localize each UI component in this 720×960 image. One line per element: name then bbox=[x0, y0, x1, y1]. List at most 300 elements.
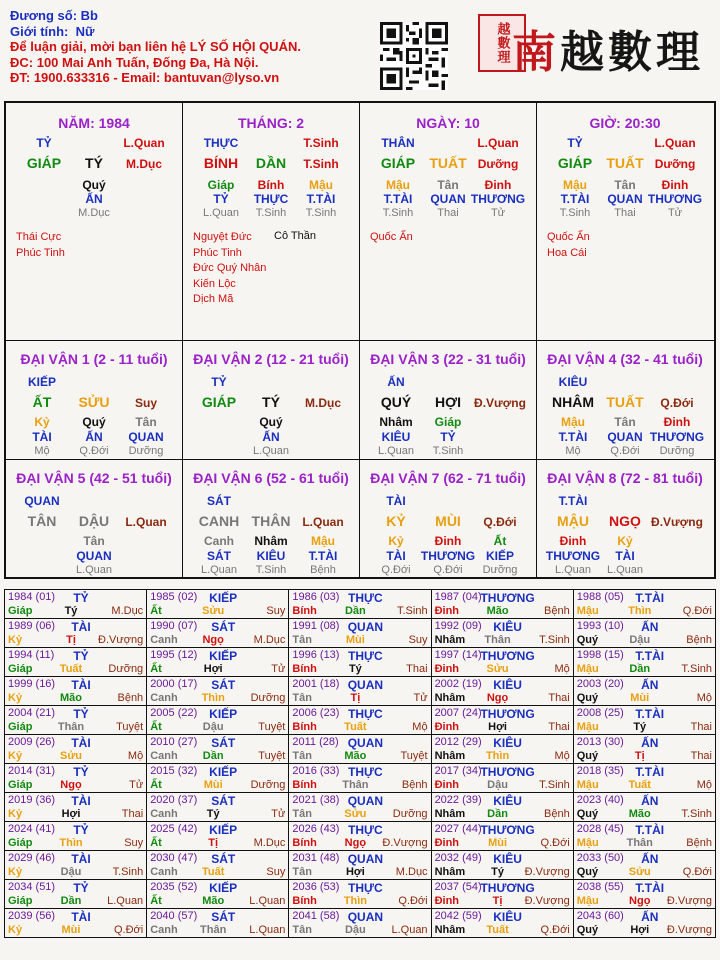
year-ten-god: TÀI bbox=[71, 736, 91, 750]
luck-title: ĐẠI VẬN 4 (32 - 41 tuổi) bbox=[547, 351, 703, 367]
year-branch: Tý bbox=[633, 721, 647, 733]
year-branch: Dần bbox=[629, 663, 651, 675]
brand-text: 南越數理 bbox=[512, 27, 704, 78]
hidden-stage: T.Sinh bbox=[255, 207, 287, 219]
year-stem: Ất bbox=[150, 837, 162, 849]
year-cell bbox=[5, 677, 147, 706]
year-ten-god: THƯƠNG bbox=[480, 765, 535, 779]
year-branch: Hợi bbox=[630, 924, 650, 936]
year-stem: Giáp bbox=[8, 779, 33, 791]
year-stage: Thai bbox=[548, 721, 570, 733]
luck-cell bbox=[6, 341, 183, 460]
year-stem: Canh bbox=[150, 634, 178, 646]
luck-hidden-stage: L.Quan bbox=[606, 564, 644, 576]
year-stage: T.Sinh bbox=[112, 866, 144, 878]
year-branch: Dậu bbox=[344, 924, 366, 936]
year-branch: Thìn bbox=[201, 692, 225, 704]
year-label: 1988 (05) bbox=[576, 591, 624, 603]
luck-ten-god: KIÊU bbox=[558, 375, 588, 389]
pillar-stage-top: T.Sinh bbox=[303, 136, 339, 150]
annual-table bbox=[4, 589, 716, 938]
year-label: 2036 (53) bbox=[292, 881, 340, 893]
year-stage: Q.Đới bbox=[682, 866, 712, 878]
year-ten-god: T.TÀI bbox=[635, 823, 665, 837]
year-label: 2043 (60) bbox=[576, 910, 624, 922]
year-ten-god: TÀI bbox=[71, 620, 91, 634]
year-branch: Sửu bbox=[628, 866, 651, 878]
luck-stem: CANH bbox=[198, 513, 240, 529]
star-item: Phúc Tinh bbox=[16, 246, 65, 259]
luck-stage: L.Quan bbox=[302, 515, 344, 529]
year-label: 1987 (04) bbox=[434, 591, 482, 603]
year-cell bbox=[147, 619, 289, 648]
luck-hidden-ten-god: TÀI bbox=[386, 549, 406, 563]
luck-stage: Q.Đới bbox=[483, 515, 517, 529]
luck-branch: HỢI bbox=[435, 394, 461, 410]
year-cell bbox=[147, 764, 289, 793]
luck-hidden-stage: L.Quan bbox=[554, 564, 592, 576]
hidden-ten-god: T.TÀI bbox=[560, 192, 590, 206]
year-cell bbox=[5, 735, 147, 764]
year-stage: Bệnh bbox=[544, 808, 570, 820]
year-label: 2019 (36) bbox=[8, 794, 56, 806]
year-label: 2021 (38) bbox=[292, 794, 340, 806]
year-stem: Giáp bbox=[8, 721, 33, 733]
year-stage: T.Sinh bbox=[539, 779, 570, 791]
star-list bbox=[547, 230, 590, 261]
year-stage: Đ.Vượng bbox=[666, 924, 712, 936]
year-label: 2040 (57) bbox=[150, 910, 198, 922]
year-label: 2002 (19) bbox=[434, 678, 482, 690]
year-stage: Tuyệt bbox=[258, 750, 286, 762]
hidden-stage: Thai bbox=[614, 207, 636, 219]
year-branch: Dần bbox=[202, 750, 224, 762]
hidden-stem: Tân bbox=[614, 178, 636, 192]
year-stem: Canh bbox=[150, 808, 178, 820]
year-stem: Kỷ bbox=[8, 634, 23, 646]
year-label: 2014 (31) bbox=[8, 765, 56, 777]
year-ten-god: TỶ bbox=[73, 591, 89, 605]
year-ten-god: SÁT bbox=[211, 620, 236, 634]
year-stage: M.Dục bbox=[111, 605, 144, 617]
luck-hidden-stem: Đinh bbox=[663, 415, 691, 429]
year-branch: Sửu bbox=[59, 750, 83, 762]
year-cell bbox=[289, 793, 431, 822]
luck-hidden-ten-god: QUAN bbox=[607, 430, 643, 444]
gender-value: Nữ bbox=[75, 23, 95, 39]
year-cell bbox=[289, 764, 431, 793]
year-cell bbox=[431, 677, 573, 706]
year-label: 2006 (23) bbox=[292, 707, 340, 719]
year-stem: Tân bbox=[292, 750, 312, 762]
star-item: Kiến Lộc bbox=[193, 277, 236, 290]
year-ten-god: QUAN bbox=[347, 736, 384, 750]
year-ten-god: KIẾP bbox=[209, 881, 238, 895]
year-stage: Suy bbox=[124, 837, 144, 849]
luck-branch: TÝ bbox=[262, 394, 280, 410]
luck-hidden-stem: Tân bbox=[135, 415, 157, 429]
year-ten-god: ẤN bbox=[641, 736, 659, 750]
year-stage: L.Quan bbox=[107, 895, 144, 907]
pillar-stage-top: L.Quan bbox=[123, 136, 165, 150]
luck-hidden-ten-god: TỶ bbox=[440, 430, 456, 444]
luck-hidden-ten-god: ẤN bbox=[262, 430, 280, 444]
year-stem: Kỷ bbox=[8, 808, 23, 820]
year-label: 1992 (09) bbox=[434, 620, 482, 632]
luck-hidden-ten-god: TÀI bbox=[32, 430, 52, 444]
year-ten-god: SÁT bbox=[211, 794, 236, 808]
year-label: 1998 (15) bbox=[576, 649, 624, 661]
pillar-branch-stage: T.Sinh bbox=[303, 157, 339, 171]
table-row bbox=[5, 619, 716, 648]
pillar-branch-stage: Dưỡng bbox=[477, 157, 519, 171]
luck-hidden-ten-god: QUAN bbox=[128, 430, 164, 444]
year-ten-god: KIẾP bbox=[209, 707, 238, 721]
hidden-stage: Tử bbox=[490, 207, 506, 219]
year-branch: Dần bbox=[487, 808, 508, 820]
year-ten-god: ẤN bbox=[641, 910, 659, 924]
year-stem: Mậu bbox=[576, 663, 599, 675]
year-label: 2023 (40) bbox=[576, 794, 624, 806]
year-branch: Thìn bbox=[343, 895, 367, 907]
year-stage: T.Sinh bbox=[681, 808, 712, 820]
gender-label: Giới tính: bbox=[10, 23, 69, 39]
hidden-stage: T.Sinh bbox=[382, 207, 414, 219]
year-stem: Đinh bbox=[434, 837, 460, 849]
year-label: 2008 (25) bbox=[576, 707, 624, 719]
table-row bbox=[5, 851, 716, 880]
year-cell bbox=[147, 822, 289, 851]
year-stage: Thai bbox=[121, 808, 144, 820]
table-row bbox=[5, 706, 716, 735]
year-ten-god: THƯƠNG bbox=[480, 881, 535, 895]
luck-hidden-ten-god: THƯƠNG bbox=[649, 430, 705, 444]
year-ten-god: QUAN bbox=[347, 678, 384, 692]
year-stem: Đinh bbox=[434, 895, 460, 907]
luck-hidden-stem: Nhâm bbox=[379, 415, 413, 429]
pillar-title: GIỜ: 20:30 bbox=[589, 115, 661, 131]
year-ten-god: THƯƠNG bbox=[480, 649, 535, 663]
year-stage: Dưỡng bbox=[250, 692, 286, 704]
year-branch: Tuất bbox=[344, 721, 367, 733]
star-list bbox=[370, 230, 413, 246]
hidden-stage: T.Sinh bbox=[559, 207, 591, 219]
address-line: ĐC: 100 Mai Anh Tuấn, Đống Đa, Hà Nội. bbox=[10, 54, 259, 70]
year-cell bbox=[431, 735, 573, 764]
year-stage: Thai bbox=[690, 750, 712, 762]
year-stage: T.Sinh bbox=[681, 663, 712, 675]
luck-hidden-stage: Q.Đới bbox=[610, 445, 640, 457]
table-row bbox=[5, 764, 716, 793]
year-stage: L.Quan bbox=[249, 924, 286, 936]
luck-hidden-stem: Canh bbox=[204, 534, 234, 548]
year-branch: Mão bbox=[202, 895, 225, 907]
year-ten-god: KIÊU bbox=[493, 910, 522, 924]
year-cell bbox=[5, 619, 147, 648]
year-stage: Đ.Vượng bbox=[524, 866, 570, 878]
year-cell bbox=[573, 822, 715, 851]
year-branch: Thìn bbox=[59, 837, 83, 849]
luck-stem: NHÂM bbox=[552, 394, 594, 410]
hidden-stem: Mậu bbox=[386, 178, 410, 192]
year-branch: Thân bbox=[342, 779, 369, 791]
year-ten-god: T.TÀI bbox=[635, 591, 665, 605]
year-stem: Đinh bbox=[434, 779, 460, 791]
owner-name: Đương số: Bb bbox=[10, 8, 98, 23]
year-stage: Bệnh bbox=[686, 634, 712, 646]
year-label: 2039 (56) bbox=[8, 910, 56, 922]
table-row bbox=[5, 677, 716, 706]
year-cell bbox=[289, 619, 431, 648]
year-label: 2003 (20) bbox=[576, 678, 624, 690]
luck-hidden-stage: Q.Đới bbox=[381, 564, 411, 576]
year-stage: Đ.Vượng bbox=[382, 837, 428, 849]
year-label: 2016 (33) bbox=[292, 765, 340, 777]
year-branch: Mão bbox=[486, 605, 509, 617]
year-label: 2022 (39) bbox=[434, 794, 482, 806]
year-branch: Tị bbox=[66, 634, 76, 646]
pillar-stem: GIÁP bbox=[557, 155, 593, 171]
pillar-ten-god: TỶ bbox=[567, 136, 583, 150]
year-stage: T.Sinh bbox=[396, 605, 428, 617]
pillar-branch-stage: Dưỡng bbox=[654, 157, 696, 171]
hidden-ten-god: ẤN bbox=[85, 192, 103, 206]
year-label: 1995 (12) bbox=[150, 649, 198, 661]
year-label: 2032 (49) bbox=[434, 852, 482, 864]
year-stage: M.Dục bbox=[253, 634, 286, 646]
luck-ten-god: TỶ bbox=[211, 375, 227, 389]
year-ten-god: ẤN bbox=[641, 794, 659, 808]
year-cell bbox=[573, 677, 715, 706]
year-ten-god: TÀI bbox=[71, 678, 91, 692]
year-label: 2017 (34) bbox=[434, 765, 482, 777]
luck-cell bbox=[360, 341, 537, 460]
year-branch: Mão bbox=[628, 808, 651, 820]
year-stem: Quý bbox=[576, 866, 599, 878]
year-stem: Nhâm bbox=[434, 750, 466, 762]
luck-title: ĐẠI VẬN 3 (22 - 31 tuổi) bbox=[370, 351, 526, 367]
year-ten-god: TỶ bbox=[73, 707, 89, 721]
luck-hidden-stage: Q.Đới bbox=[433, 564, 463, 576]
year-branch: Ngọ bbox=[486, 692, 509, 704]
year-stage: Bệnh bbox=[117, 692, 144, 704]
chart-frame bbox=[4, 101, 716, 579]
year-stage: Tuyệt bbox=[116, 721, 144, 733]
year-stage: Q.Đới bbox=[682, 605, 712, 617]
year-branch: Tuất bbox=[59, 663, 83, 675]
year-cell bbox=[147, 851, 289, 880]
year-stage: Dưỡng bbox=[250, 779, 286, 791]
year-branch: Mùi bbox=[488, 837, 508, 849]
year-ten-god: THỰC bbox=[348, 881, 383, 895]
year-stage: Mộ bbox=[696, 692, 712, 704]
year-ten-god: TỶ bbox=[73, 649, 89, 663]
luck-hidden-ten-god: KIÊU bbox=[256, 549, 286, 563]
table-row bbox=[5, 909, 716, 938]
year-branch: Hợi bbox=[203, 663, 223, 675]
year-stem: Bính bbox=[292, 895, 317, 907]
luck-hidden-stage: Q.Đới bbox=[79, 445, 109, 457]
year-stage: Thai bbox=[548, 692, 570, 704]
year-stage: Mộ bbox=[127, 750, 144, 762]
luck-hidden-stem: Quý bbox=[82, 415, 106, 429]
year-stem: Canh bbox=[150, 924, 178, 936]
year-branch: Sửu bbox=[344, 808, 367, 820]
year-ten-god: QUAN bbox=[347, 852, 384, 866]
hidden-stage: L.Quan bbox=[202, 207, 240, 219]
year-label: 2005 (22) bbox=[150, 707, 198, 719]
luck-hidden-ten-god: KIẾP bbox=[485, 549, 515, 563]
year-cell bbox=[289, 909, 431, 938]
year-branch: Ngọ bbox=[60, 779, 82, 791]
luck-hidden-stage: L.Quan bbox=[75, 564, 113, 576]
year-label: 1994 (11) bbox=[8, 649, 55, 661]
year-cell bbox=[431, 909, 573, 938]
year-cell bbox=[431, 851, 573, 880]
year-ten-god: SÁT bbox=[211, 678, 236, 692]
star-item: Hoa Cái bbox=[547, 246, 587, 259]
year-stem: Giáp bbox=[8, 663, 33, 675]
year-stage: M.Dục bbox=[395, 866, 428, 878]
year-stem: Đinh bbox=[434, 605, 460, 617]
luck-hidden-stage: L.Quan bbox=[200, 564, 238, 576]
luck-cell bbox=[183, 460, 360, 577]
year-label: 2010 (27) bbox=[150, 736, 198, 748]
year-stem: Canh bbox=[150, 750, 178, 762]
luck-hidden-stem: Tân bbox=[614, 415, 636, 429]
hidden-ten-god: THỰC bbox=[253, 192, 289, 206]
year-branch: Hợi bbox=[345, 866, 365, 878]
luck-hidden-stem: Kỷ bbox=[617, 534, 633, 548]
year-ten-god: TÀI bbox=[71, 794, 91, 808]
red-seal: 越數理 bbox=[478, 14, 526, 72]
year-ten-god: TỶ bbox=[73, 881, 89, 895]
luck-branch: MÙI bbox=[435, 513, 461, 529]
year-label: 2009 (26) bbox=[8, 736, 56, 748]
year-ten-god: THỰC bbox=[348, 649, 383, 663]
year-label: 1989 (06) bbox=[8, 620, 56, 632]
luck-ten-god: QUAN bbox=[24, 494, 60, 508]
hidden-stem: Đinh bbox=[484, 178, 512, 192]
pillar-cell bbox=[360, 103, 537, 341]
year-ten-god: KIÊU bbox=[493, 736, 522, 750]
pillar-cell bbox=[537, 103, 714, 341]
year-stem: Bính bbox=[292, 721, 317, 733]
luck-stem: MẬU bbox=[557, 513, 589, 529]
table-row bbox=[5, 793, 716, 822]
year-stem: Ất bbox=[150, 895, 162, 907]
hidden-stem: Bính bbox=[257, 178, 285, 192]
year-branch: Dậu bbox=[202, 721, 224, 733]
year-cell bbox=[289, 735, 431, 764]
year-cell bbox=[573, 619, 715, 648]
year-ten-god: THƯƠNG bbox=[480, 591, 535, 605]
luck-cell bbox=[6, 460, 183, 577]
star-item: Nguyệt Đức bbox=[193, 231, 252, 243]
star-list bbox=[193, 230, 266, 308]
year-ten-god: T.TÀI bbox=[635, 765, 665, 779]
hidden-stage: M.Dục bbox=[78, 207, 110, 219]
luck-hidden-stem: Quý bbox=[259, 415, 283, 429]
year-cell bbox=[5, 764, 147, 793]
year-cell bbox=[147, 706, 289, 735]
year-stem: Nhâm bbox=[434, 634, 466, 646]
year-branch: Mùi bbox=[61, 924, 81, 936]
year-label: 1997 (14) bbox=[434, 649, 482, 661]
year-stem: Quý bbox=[576, 808, 599, 820]
hidden-ten-god: QUAN bbox=[607, 192, 643, 206]
year-stem: Bính bbox=[292, 837, 317, 849]
year-label: 2018 (35) bbox=[576, 765, 624, 777]
year-label: 1991 (08) bbox=[292, 620, 340, 632]
year-branch: Tý bbox=[64, 605, 78, 617]
luck-hidden-stem: Đinh bbox=[559, 534, 587, 548]
star-item: Thái Cực bbox=[16, 231, 62, 243]
year-branch: Sửu bbox=[202, 605, 225, 617]
luck-stem: ẤT bbox=[32, 394, 52, 410]
luck-ten-god: ẤN bbox=[387, 375, 405, 389]
hidden-ten-god: T.TÀI bbox=[383, 192, 413, 206]
hidden-stem: Mậu bbox=[309, 178, 333, 192]
year-label: 2024 (41) bbox=[8, 823, 56, 835]
year-branch: Hợi bbox=[61, 808, 81, 820]
year-branch: Thân bbox=[200, 924, 227, 936]
year-stage: T.Sinh bbox=[539, 634, 570, 646]
year-stem: Tân bbox=[292, 808, 312, 820]
year-stem: Mậu bbox=[576, 895, 599, 907]
year-cell bbox=[289, 648, 431, 677]
year-cell bbox=[5, 648, 147, 677]
year-ten-god: ẤN bbox=[641, 620, 659, 634]
year-ten-god: TỶ bbox=[73, 765, 89, 779]
year-branch: Sửu bbox=[486, 663, 509, 675]
year-stem: Quý bbox=[576, 924, 599, 936]
year-label: 1990 (07) bbox=[150, 620, 198, 632]
year-cell bbox=[5, 706, 147, 735]
luck-branch: TUẤT bbox=[606, 394, 644, 410]
pillar-title: NĂM: 1984 bbox=[58, 115, 130, 131]
year-cell bbox=[5, 909, 147, 938]
pillar-stem: GIÁP bbox=[380, 155, 416, 171]
year-stem: Ất bbox=[150, 663, 162, 675]
year-stem: Đinh bbox=[434, 663, 460, 675]
year-stem: Đinh bbox=[434, 721, 460, 733]
luck-ten-god: T.TÀI bbox=[558, 494, 588, 508]
year-stem: Giáp bbox=[8, 837, 33, 849]
year-stem: Tân bbox=[292, 692, 312, 704]
year-label: 2025 (42) bbox=[150, 823, 198, 835]
luck-hidden-stage: T.Sinh bbox=[255, 564, 287, 576]
year-cell bbox=[573, 909, 715, 938]
luck-hidden-stem: Ất bbox=[493, 534, 507, 548]
luck-hidden-ten-god: ẤN bbox=[85, 430, 103, 444]
pillar-stage-top: L.Quan bbox=[654, 136, 696, 150]
year-branch: Dậu bbox=[60, 866, 82, 878]
year-stem: Mậu bbox=[576, 837, 599, 849]
pillar-ten-god: THỰC bbox=[203, 136, 239, 150]
year-branch: Mùi bbox=[345, 634, 365, 646]
luck-hidden-ten-god: SÁT bbox=[207, 549, 231, 563]
qr-code[interactable] bbox=[380, 22, 448, 90]
hidden-ten-god: THƯƠNG bbox=[470, 192, 526, 206]
table-row bbox=[5, 822, 716, 851]
year-branch: Dậu bbox=[487, 779, 508, 791]
year-stage: Suy bbox=[266, 866, 286, 878]
pillar-branch: TÝ bbox=[85, 155, 103, 171]
year-branch: Tý bbox=[491, 866, 504, 878]
pillar-title: THÁNG: 2 bbox=[237, 115, 305, 131]
year-stem: Canh bbox=[150, 692, 178, 704]
